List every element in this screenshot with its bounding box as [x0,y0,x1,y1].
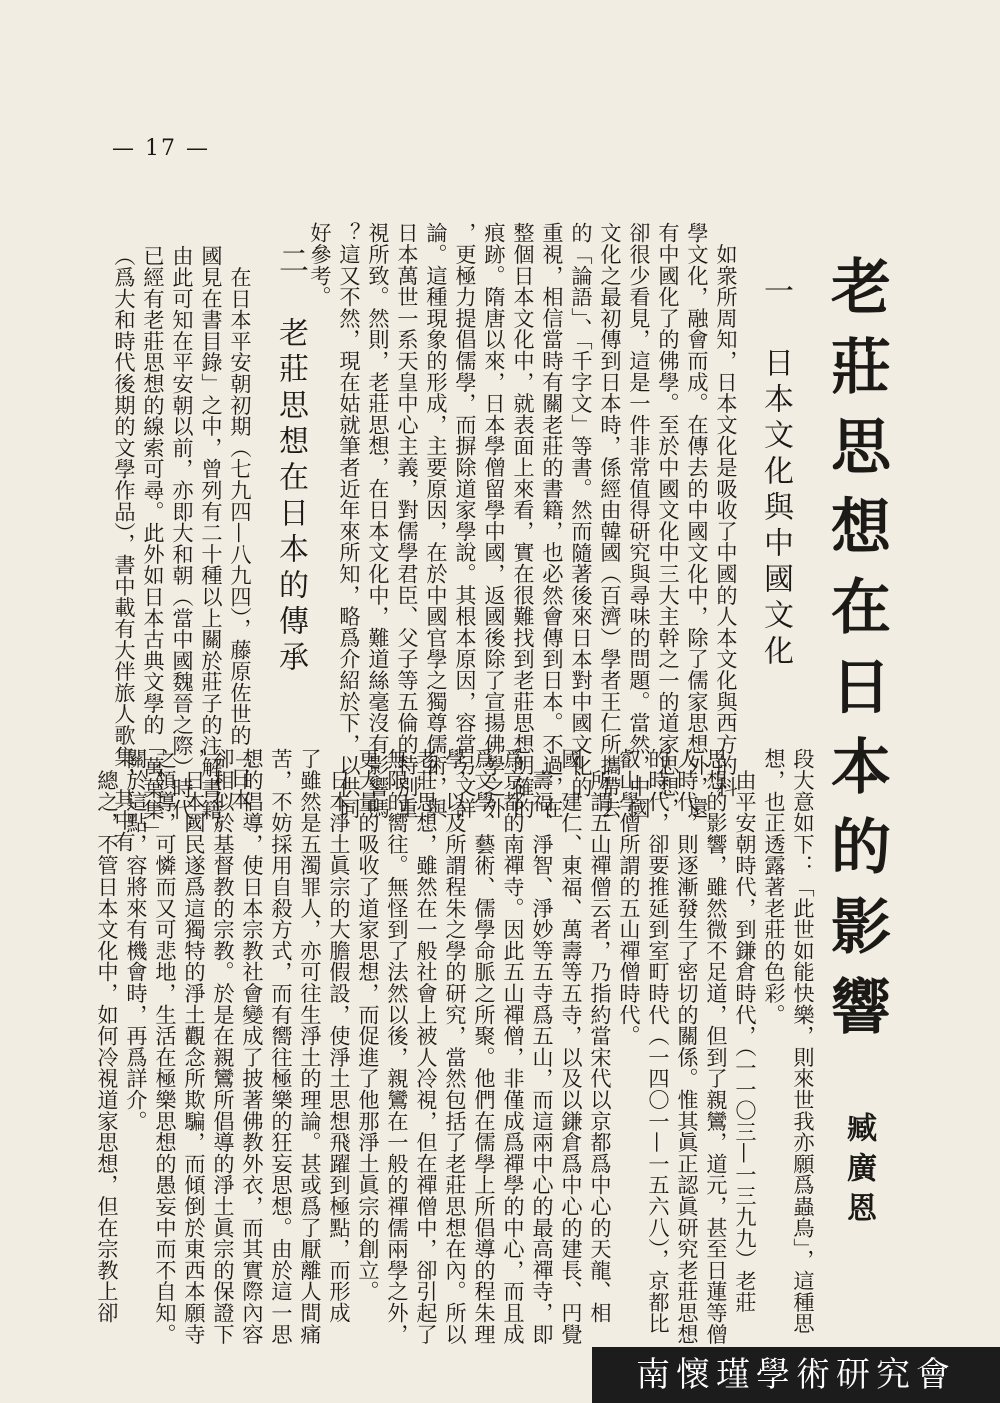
page-number: — 17 — [112,136,210,161]
watermark-banner: 南懷瑾學術研究會 [592,1347,1000,1403]
section-2-continuation: 段大意如下：「此世如能快樂，則來世我亦願爲蟲鳥」，這種思 想，也正透露著老莊的色彩。 由平安朝時代，到鎌倉時代，（一一〇三—一三九九）老莊 思想的影響，雖然微不足道，但到了親鸞，道元，甚至日蓮等僧 人時代，則逐漸發生了密切的關係。惟其眞正認眞研究老莊思想 的時代，卻要推延到室町時代（一四〇一—一五六八），京都比 叡山學僧所謂的五山禪僧時代。 所謂五山禪僧云者，乃指約當宋代以京都爲中心的天龍、相 國、建仁、東福、萬壽等五寺，以及以鎌倉爲中心的建長、円覺 、壽福、淨智、淨妙等五寺爲五山，而這兩中心的最高禪寺，即 爲京都的南禪寺。因此五山禪僧，非僅成爲禪學的中心，而且成 爲文學、藝術、儒學命脈之所聚。他們在儒學上所倡導的程朱理 學，以及所謂程朱之學的研究，當然包括了老莊思想在內。所以 老莊思想，雖然在一般社會上被人冷視，但在禪僧中，卻引起了 無限的嚮往。無怪到了法然以後，親鸞在一般的禪儒兩學之外， 更大量的吸收了道家思想，而促進了他那淨土眞宗的創立。 日本淨土眞宗的大膽假設，使淨土思想飛躍到極點，而形成 了雖然是五濁罪人，亦可往生淨土的理論。甚或爲了厭離人間痛 苦，不妨採用自殺方式，而有嚮往極樂的狂妄思想。由於這一思 想的倡導，使日本宗教社會變成了披著佛教外衣，而其實際內容 卻相似於基督教的宗教。於是在親鸞所倡導的淨土眞宗的保證下 ，日本國民遂爲這獨特的淨土觀念所欺騙，而傾倒於東西本願寺 之領導，可憐而又可悲地，生活在極樂思想的愚妄中而不自知。 關於這點，容將來有機會時，再爲詳介。 總之，不管日本文化中，如何冷視道家思想，但在宗教上卻 [95,748,816,1345]
author-name: 臧廣恩 [841,1112,876,1232]
article-title: 老莊思想在日本的影響 [821,255,891,1055]
section-1-heading: 一 日本文化與中國文化 [758,275,793,671]
section-2-text: 在日本平安朝初期（七九四—八九四），藤原佐世的「日本 國見在書目錄」之中，曾列有二十種以上關於莊子的注解書籍。 由此可知在平安朝以前，亦即大和朝（當中國魏晉之際）時代， 已經有老莊思想的線索可尋。此外如日本古典文學的「萬葉集」 （爲大和時代後期的文學作品），書中載有大伴旅人歌集，其中有 [112,245,253,853]
section-2-heading: 二 老莊思想在日本的傳承 [273,245,308,677]
section-1-text: 如衆所周知，日本文化是吸收了中國的人本文化與西方的科 學文化，融會而成。在傳去的中國文化中，除了儒家思想外，還 有中國化了的佛學。至於中國文化中三大主幹之一的道家思想， 卻很少看見，這是一件非常值得研究與尋味的問題。當然，中國 文化之最初傳到日本時，係經由韓國（百濟）學者王仁所攜帶去 的「論語」、「千字文」等書。然而隨著後來日本對中國文化的 重視，相信當時有關老莊的書籍，也必然會傳到日本。不過，在 整個日本文化中，就表面上來看，實在很難找到老莊思想明確的 痕跡。隋唐以來，日本學僧留學中國，返國後除了宣揚佛學之外 ，更極力提倡儒學，而摒除道家學說。其根本原因，容當另文詳 論。這種現象的形成，主要原因，在於中國官學之獨尊儒術，與 日本萬世一系天皇中心主義，對儒學君臣、父子等五倫的特別重 視所致。然則，老莊思想，在日本文化中，難道絲毫沒有影響嗎 ？這又不然，現在姑就筆者近年來所知，略爲介紹於下，以供同 好參考。 [308,222,739,819]
